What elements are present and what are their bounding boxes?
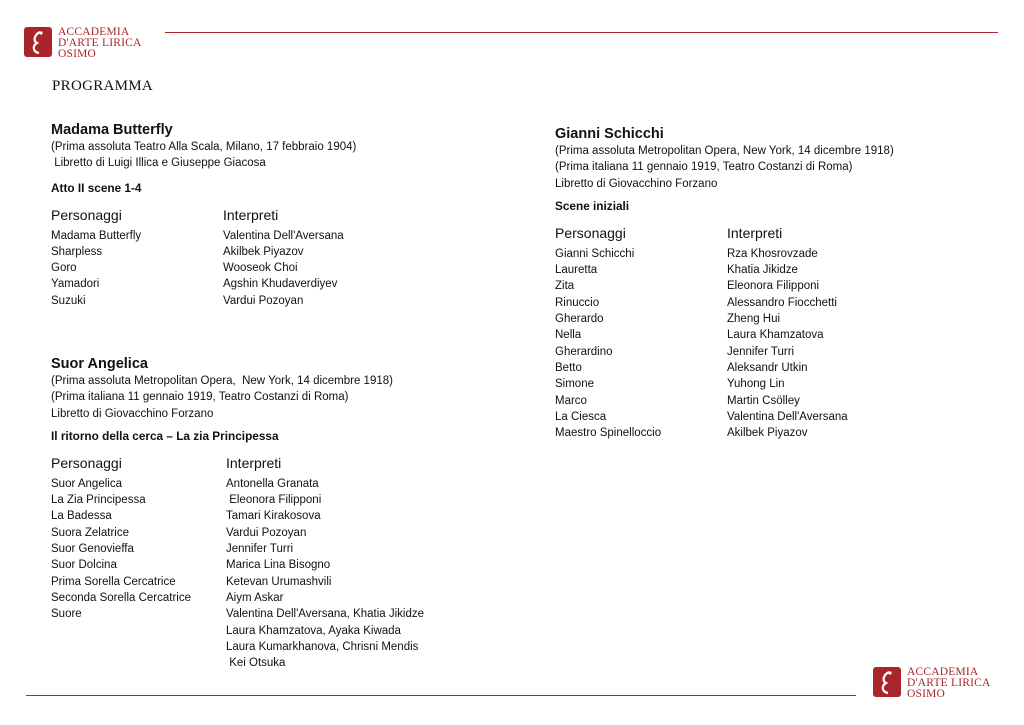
opera-scene: Atto II scene 1-4 [51, 180, 142, 195]
cast-performer: Antonella Granata [226, 477, 319, 490]
page-title: PROGRAMMA [52, 78, 154, 94]
cast-performer: Valentina Dell'Aversana [727, 410, 848, 423]
cast-role: Gherardino [555, 345, 613, 358]
cast-performer: Akilbek Piyazov [223, 245, 304, 258]
cast-header-performers: Interpreti [226, 454, 282, 471]
cast-role: Suora Zelatrice [51, 526, 129, 539]
cast-performer: Khatia Jikidze [727, 264, 798, 277]
cast-table [555, 224, 995, 442]
cast-role: Gherardo [555, 313, 604, 326]
opera-italian-premiere-info: (Prima italiana 11 gennaio 1919, Teatro Costanzi di Roma) [555, 161, 853, 174]
logo-line-2: D'ARTE LIRICA [907, 677, 991, 689]
opera-italian-premiere-info: (Prima italiana 11 gennaio 1919, Teatro Costanzi di Roma) [51, 391, 349, 404]
cast-performer: Jennifer Turri [226, 543, 294, 556]
cast-role: Suore [51, 608, 82, 621]
cast-role: Rinuccio [555, 296, 600, 309]
cast-role: Nella [555, 329, 582, 342]
logo-line-2: D'ARTE LIRICA [58, 37, 142, 49]
logo-line-3: OSIMO [58, 48, 97, 60]
opera-section-schicchi [555, 125, 995, 441]
cast-header-performers: Interpreti [223, 206, 279, 223]
cast-performer: Marica Lina Bisogno [226, 559, 331, 572]
cast-performer: Aiym Askar [226, 591, 284, 604]
cast-table [51, 454, 491, 672]
cast-performer: Alessandro Fiocchetti [727, 296, 837, 309]
cast-performer: Ketevan Urumashvili [226, 575, 332, 588]
cast-header-performers: Interpreti [727, 224, 783, 241]
cast-performer: Tamari Kirakosova [226, 510, 321, 523]
logo-line-1: ACCADEMIA [58, 26, 130, 38]
opera-libretto-info: Libretto di Giovacchino Forzano [51, 407, 214, 420]
cast-performer: Agshin Khudaverdiyev [223, 278, 338, 291]
cast-role: Madama Butterfly [51, 229, 142, 242]
opera-premiere-info: (Prima assoluta Teatro Alla Scala, Milano, 17 febbraio 1904) [51, 141, 357, 153]
cast-performer: Valentina Dell'Aversana [223, 229, 344, 242]
logo-line-1: ACCADEMIA [907, 666, 979, 678]
cast-performer: Yuhong Lin [727, 378, 785, 391]
opera-title: Gianni Schicchi [555, 126, 664, 142]
cast-performer: Rza Khosrovzade [727, 247, 818, 260]
cast-performer: Jennifer Turri [727, 345, 795, 358]
opera-libretto-info: Libretto di Giovacchino Forzano [555, 177, 718, 190]
cast-performer: Eleonora Filipponi [226, 494, 322, 507]
cast-performer: Kei Otsuka [226, 657, 286, 670]
cast-performer: Vardui Pozoyan [223, 294, 304, 307]
cast-performer: Laura Kumarkhanova, Chrisni Mendis [226, 640, 419, 653]
cast-table [51, 206, 491, 310]
cast-performer: Valentina Dell'Aversana, Khatia Jikidze [226, 608, 425, 621]
opera-section-butterfly [51, 121, 491, 309]
opera-premiere-info: (Prima assoluta Metropolitan Opera, New York, 14 dicembre 1918) [51, 375, 393, 387]
cast-performer: Wooseok Choi [223, 262, 298, 275]
opera-premiere-info: (Prima assoluta Metropolitan Opera, New York, 14 dicembre 1918) [555, 145, 894, 157]
cast-role: Zita [555, 280, 575, 293]
cast-role: Suor Angelica [51, 477, 122, 490]
cast-role: Goro [51, 262, 77, 275]
cast-role: Suor Genovieffa [51, 543, 134, 556]
cast-performer: Martin Csölley [727, 394, 800, 407]
header-rule [165, 32, 998, 33]
cast-role: Sharpless [51, 245, 103, 258]
cast-role: Seconda Sorella Cercatrice [51, 591, 191, 604]
cast-role: Marco [555, 394, 587, 407]
cast-role: Simone [555, 378, 594, 391]
cast-performer: Akilbek Piyazov [727, 427, 808, 440]
cast-role: La Ciesca [555, 410, 607, 423]
cast-role: Maestro Spinelloccio [555, 427, 662, 440]
opera-title: Madama Butterfly [51, 122, 173, 138]
cast-performer: Aleksandr Utkin [727, 361, 808, 374]
cast-role: Prima Sorella Cercatrice [51, 575, 176, 588]
cast-header-roles: Personaggi [51, 206, 122, 223]
cast-performer: Zheng Hui [727, 313, 781, 326]
cast-role: Suor Dolcina [51, 559, 117, 572]
academy-emblem-icon [24, 27, 52, 57]
cast-role: Suzuki [51, 294, 86, 307]
cast-performer: Laura Khamzatova, Ayaka Kiwada [226, 624, 401, 637]
logo-line-3: OSIMO [907, 688, 946, 700]
opera-title: Suor Angelica [51, 356, 148, 372]
academy-logo-bottom [873, 667, 991, 700]
cast-performer: Laura Khamzatova [727, 329, 824, 342]
cast-role: La Badessa [51, 510, 112, 523]
opera-libretto-info: Libretto di Luigi Illica e Giuseppe Giacosa [51, 157, 266, 170]
cast-role: La Zia Principessa [51, 494, 146, 507]
academy-emblem-icon [873, 667, 901, 697]
cast-role: Lauretta [555, 264, 598, 277]
cast-header-roles: Personaggi [51, 454, 122, 471]
opera-section-angelica [51, 355, 491, 671]
opera-scene: Scene iniziali [555, 198, 630, 213]
cast-performer: Vardui Pozoyan [226, 526, 307, 539]
cast-header-roles: Personaggi [555, 224, 626, 241]
cast-role: Yamadori [51, 278, 100, 291]
cast-performer: Eleonora Filipponi [727, 280, 820, 293]
cast-role: Gianni Schicchi [555, 247, 635, 260]
academy-logo-top [24, 27, 142, 60]
cast-role: Betto [555, 361, 582, 374]
footer-rule [26, 695, 856, 696]
opera-scene: Il ritorno della cerca – La zia Principessa [51, 428, 279, 443]
